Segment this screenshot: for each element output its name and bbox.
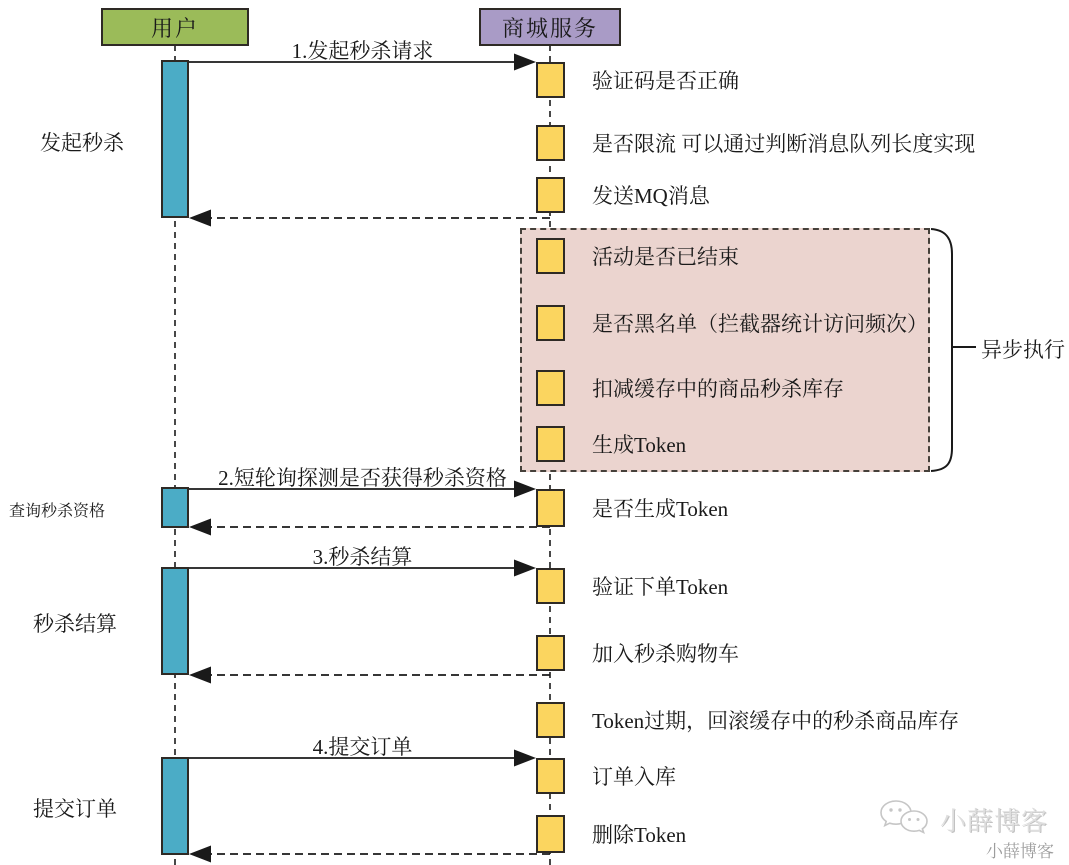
service-step-label-1: 验证码是否正确 — [592, 69, 739, 93]
message-3-label: 3.秒杀结算 — [312, 545, 413, 569]
activation-user-2 — [161, 487, 189, 528]
actor-user-label: 用户 — [150, 15, 199, 41]
service-step-label-10: 加入秒杀购物车 — [592, 642, 739, 666]
service-step-box-5 — [536, 305, 565, 341]
service-step-label-13: 删除Token — [592, 823, 687, 847]
service-step-box-9 — [536, 568, 565, 604]
service-step-box-6 — [536, 370, 565, 406]
service-step-box-8 — [536, 489, 565, 527]
return-4-arrowhead — [189, 846, 211, 863]
message-2-label: 2.短轮询探测是否获得秒杀资格 — [218, 466, 507, 490]
service-step-box-10 — [536, 635, 565, 671]
async-brace — [931, 229, 952, 471]
watermark-sub-brand: 小薛博客 — [986, 842, 1054, 861]
service-step-label-6: 扣减缓存中的商品秒杀库存 — [592, 377, 844, 401]
service-step-box-4 — [536, 238, 565, 274]
activation-user-1 — [161, 60, 189, 218]
service-step-label-4: 活动是否已结束 — [592, 245, 739, 269]
actor-service-label: 商城服务 — [501, 15, 598, 41]
service-step-box-1 — [536, 62, 565, 98]
service-step-box-3 — [536, 177, 565, 213]
message-1-label: 1.发起秒杀请求 — [291, 39, 434, 63]
phase-label-query: 查询秒杀资格 — [9, 503, 106, 520]
service-step-label-5: 是否黑名单（拦截器统计访问频次） — [592, 312, 928, 336]
return-2-arrowhead — [189, 519, 211, 536]
service-step-label-12: 订单入库 — [592, 765, 676, 789]
watermark-brand: 小薛博客 — [940, 807, 1049, 836]
async-region-label: 异步执行 — [981, 338, 1065, 362]
service-step-label-8: 是否生成Token — [592, 497, 729, 521]
service-step-box-7 — [536, 426, 565, 462]
service-step-label-2: 是否限流 可以通过判断消息队列长度实现 — [592, 132, 976, 156]
phase-label-initiate: 发起秒杀 — [40, 131, 124, 155]
phase-label-submit: 提交订单 — [33, 797, 117, 821]
service-step-label-7: 生成Token — [592, 433, 687, 457]
message-4-label: 4.提交订单 — [312, 735, 413, 759]
service-step-box-13 — [536, 815, 565, 853]
service-step-box-2 — [536, 125, 565, 161]
phase-label-settle: 秒杀结算 — [33, 612, 117, 636]
activation-user-4 — [161, 757, 189, 855]
activation-user-3 — [161, 567, 189, 675]
return-3-arrowhead — [189, 667, 211, 684]
service-step-box-11 — [536, 702, 565, 738]
service-step-box-12 — [536, 758, 565, 794]
return-1-arrowhead — [189, 210, 211, 227]
wechat-icon — [878, 798, 934, 840]
service-step-label-3: 发送MQ消息 — [592, 184, 710, 208]
service-step-label-11: Token过期，回滚缓存中的秒杀商品库存 — [592, 709, 960, 733]
service-step-label-9: 验证下单Token — [592, 575, 729, 599]
